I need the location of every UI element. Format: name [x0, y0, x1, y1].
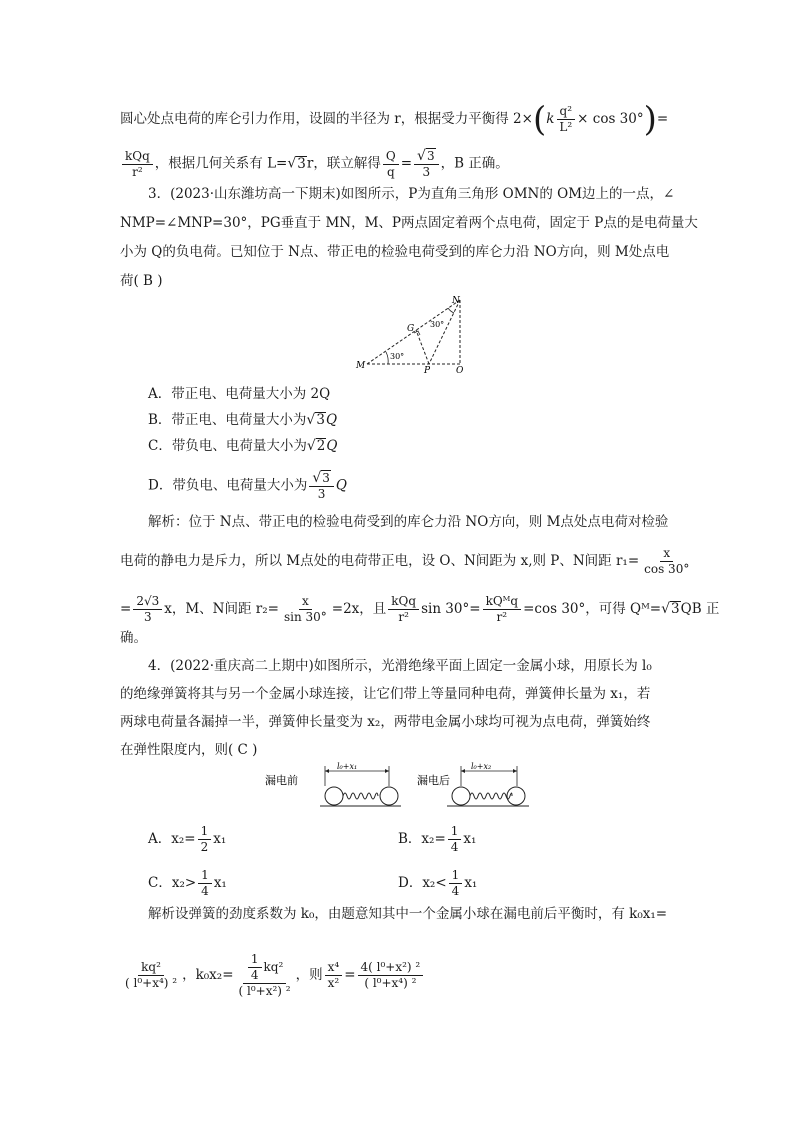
kQMq-over-r2 — [483, 594, 522, 625]
frac-num: 1 — [448, 824, 462, 840]
option-text: C．x₂> — [148, 875, 197, 891]
frac-num — [414, 148, 439, 165]
q4-analysis-line1: 解析设弹簧的劲度系数为 k₀，由题意知其中一个金属小球在漏电前后平衡时，有 k₀x₁= — [148, 906, 668, 922]
option-var: x₁ — [213, 831, 227, 847]
label-angle-M: 30° — [390, 352, 405, 361]
spring-before — [343, 793, 378, 799]
one-quarter — [448, 824, 462, 855]
frac-num: x⁴ — [325, 960, 343, 976]
frac-num — [309, 470, 334, 487]
q4-option-D — [398, 868, 477, 899]
q3-analysis-line2 — [120, 546, 694, 577]
sqrt-sign: √ — [287, 155, 297, 172]
q3-line4: 荷( B ) — [120, 273, 163, 289]
q4-line4: 在弹性限度内，则( C ) — [120, 742, 258, 758]
label-angle-N: 30° — [430, 320, 445, 329]
frac-den: r² — [496, 610, 508, 624]
sqrt-content: 3 — [671, 601, 680, 617]
frac-num: 4( l⁰+x²) ² — [358, 960, 424, 976]
frac-den: 2 — [200, 840, 209, 854]
q4-spring-figure — [265, 762, 535, 808]
frac-num — [243, 952, 286, 984]
q3-analysis-line4: 确。 — [120, 630, 147, 646]
frac-num: x — [660, 546, 673, 562]
q3-option-B — [148, 410, 337, 430]
analysis-text: 电荷的静电力是斥力，所以 M点处的电荷带正电，设 O、N间距为 x,则 P、N间距 r₁= — [120, 553, 640, 569]
kQq-over-r2 — [388, 594, 419, 625]
x-ratio — [325, 960, 343, 991]
analysis-text: ，k₀x₂= — [182, 967, 234, 983]
sqrt-sign: √ — [417, 148, 426, 164]
one-quarter — [449, 868, 463, 899]
quarter-kq2-over-sum — [236, 952, 294, 999]
p1-line2 — [120, 148, 509, 180]
option-var: x₁ — [463, 831, 477, 847]
q3-line1: 3．(2023·山东潍坊高一下期末)如图所示，P为直角三角形 OMN的 OM边上的一点，∠ — [148, 186, 675, 202]
sqrt-sign: √ — [306, 412, 316, 428]
q3-option-C — [148, 436, 337, 456]
frac-num: 1 — [248, 952, 262, 968]
frac-den: 4 — [250, 968, 259, 982]
option-text: B．x₂= — [398, 831, 446, 847]
frac-den: 4 — [201, 884, 209, 898]
option-text: A．x₂= — [148, 831, 196, 847]
p1-line2-text1: ，根据几何关系有 L= — [154, 155, 288, 172]
sqrt3-over-3 — [414, 148, 439, 180]
p1-line2-text2: r，联立解得 — [306, 155, 381, 172]
one-quarter — [248, 952, 262, 983]
frac-num: q² — [557, 104, 576, 120]
frac-den: 3 — [317, 487, 326, 501]
label-P: P — [424, 366, 431, 374]
q4-option-A — [148, 824, 226, 855]
sqrt-sign: √ — [661, 601, 671, 617]
q3-analysis-line3 — [120, 594, 719, 625]
option-text: B．带正电、电荷量大小为 — [148, 412, 307, 428]
line-PG — [416, 330, 429, 364]
equals: = — [400, 155, 413, 172]
frac-num: kQq — [388, 594, 419, 610]
sqrt-content: 2 — [316, 438, 326, 454]
sqrt-content: 3 — [316, 412, 325, 428]
frac-num: 1 — [198, 868, 212, 884]
q2-over-L2 — [556, 104, 575, 135]
frac-num: Q — [383, 149, 399, 165]
sqrt-content: 3 — [322, 471, 330, 485]
p1-line2-end: ，B 正确。 — [440, 155, 509, 172]
option-text: D．带负电、电荷量大小为 — [148, 477, 308, 494]
q3-triangle-figure — [352, 294, 472, 374]
left-paren: ( — [532, 99, 547, 140]
sqrt-sign: √ — [306, 438, 316, 454]
frac-den: ( l⁰+x⁴) ² — [125, 976, 178, 990]
frac-den: 3 — [143, 610, 152, 624]
analysis-text: =2x，且 — [331, 601, 387, 617]
one-quarter — [198, 868, 212, 899]
ball-moving-before — [380, 787, 398, 805]
analysis-text: ，则 — [295, 967, 323, 983]
frac-den: q — [386, 164, 395, 179]
q4-option-B — [398, 824, 476, 855]
q3-line3: 小为 Q的负电荷。已知位于 N点、带正电的检验电荷受到的库仑力沿 NO方向，则 M处点电 — [120, 244, 670, 260]
p1-line1 — [120, 99, 669, 140]
frac-den: r² — [132, 164, 143, 179]
ball-fixed-before — [325, 787, 343, 805]
label-G: G — [407, 324, 415, 334]
kQq-over-r2 — [122, 149, 153, 180]
cos-term: × cos 30° — [577, 111, 644, 127]
q3-analysis-line1: 解析：位于 N点、带正电的检验电荷受到的库仑力沿 NO方向，则 M点处点电荷对检验 — [148, 514, 669, 530]
frac-den: 4 — [450, 840, 459, 854]
option-var: Q — [326, 438, 338, 454]
equals: = — [344, 967, 356, 983]
sqrt-content: 3 — [297, 155, 306, 172]
option-text: D．x₂< — [398, 875, 447, 891]
q3-option-D — [148, 470, 347, 502]
label-after: 漏电后 — [417, 774, 450, 787]
option-var: x₁ — [464, 875, 478, 891]
frac-num: 1 — [198, 824, 212, 840]
angle-arc-M — [386, 352, 388, 364]
frac-num: x — [299, 594, 312, 610]
line-NP — [429, 300, 460, 364]
x-over-sin30 — [281, 594, 330, 625]
analysis-text: =cos 30°，可得 Qᴹ= — [523, 601, 662, 617]
frac-den: r² — [398, 610, 409, 624]
equals: = — [120, 601, 132, 617]
sqrt-sign: √ — [312, 470, 322, 486]
q4-line1: 4．(2022·重庆高二上期中)如图所示，光滑绝缘平面上固定一金属小球，用原长为 l₀ — [148, 658, 652, 674]
frac-num: kq² — [138, 960, 164, 976]
option-text: C．带负电、电荷量大小为 — [148, 438, 307, 454]
equals: = — [656, 111, 669, 127]
q4-line3: 两球电荷量各漏掉一半，弹簧伸长量变为 x₂，两带电金属小球均可视为点电荷，弹簧始终 — [120, 714, 651, 730]
label-O: O — [456, 366, 464, 374]
label-M: M — [356, 361, 366, 371]
frac-den: x² — [327, 976, 340, 990]
frac-num: 1 — [449, 868, 463, 884]
sqrt3-over-3 — [309, 470, 334, 502]
label-before: 漏电前 — [265, 774, 298, 787]
frac-den: cos 30° — [644, 562, 690, 576]
option-var: Q — [335, 477, 347, 494]
q4-analysis-line2 — [120, 952, 425, 999]
analysis-text: QB 正 — [680, 601, 720, 617]
len-label-after: l₀+x₂ — [471, 762, 492, 771]
frac-den: 4 — [451, 884, 460, 898]
right-paren: ) — [643, 99, 657, 140]
2sqrt3-over-3 — [133, 594, 162, 625]
q3-option-A: A．带正电、电荷量大小为 2Q — [148, 386, 331, 402]
frac-den: L² — [559, 120, 573, 134]
frac-num: 2√3 — [133, 594, 162, 610]
option-var: x₁ — [213, 875, 227, 891]
ball-fixed-after — [452, 787, 470, 805]
p1-line1-text: 圆心处点电荷的库仑引力作用，设圆的半径为 r，根据受力平衡得 2× — [120, 111, 533, 127]
x-over-cos30 — [641, 546, 692, 577]
q4-line2: 的绝缘弹簧将其与另一个金属小球连接，让它们带上等量同种电荷，弹簧伸长量为 x₁，若 — [120, 686, 651, 702]
frac-den: 3 — [422, 165, 431, 179]
frac-den: ( l⁰+x²) ² — [238, 984, 291, 998]
frac-den: sin 30° — [283, 610, 327, 624]
k-symbol: k — [546, 111, 555, 127]
q4-option-C — [148, 868, 227, 899]
len-label-before: l₀+x₁ — [337, 762, 358, 771]
angle-arc-N — [448, 308, 454, 313]
analysis-text: x，M、N间距 r₂= — [164, 601, 279, 617]
Q-over-q — [383, 149, 399, 180]
q3-line2: NMP=∠MNP=30°，PG垂直于 MN，M、P两点固定着两个点电荷，固定于 P点的是电荷量大 — [120, 215, 698, 231]
kq2-over-sum — [122, 960, 180, 991]
label-N: N — [452, 296, 460, 306]
frac-den: ( l⁰+x⁴) ² — [364, 976, 417, 990]
frac-num: kQq — [122, 149, 153, 165]
frac-num-tail: kq² — [263, 960, 284, 974]
spring-after — [470, 793, 512, 799]
one-half — [198, 824, 212, 855]
ratio-result — [358, 960, 424, 991]
option-var: Q — [325, 412, 338, 428]
frac-num: kQᴹq — [483, 594, 522, 610]
sqrt-content: 3 — [426, 149, 435, 163]
analysis-text: sin 30°= — [421, 601, 481, 617]
